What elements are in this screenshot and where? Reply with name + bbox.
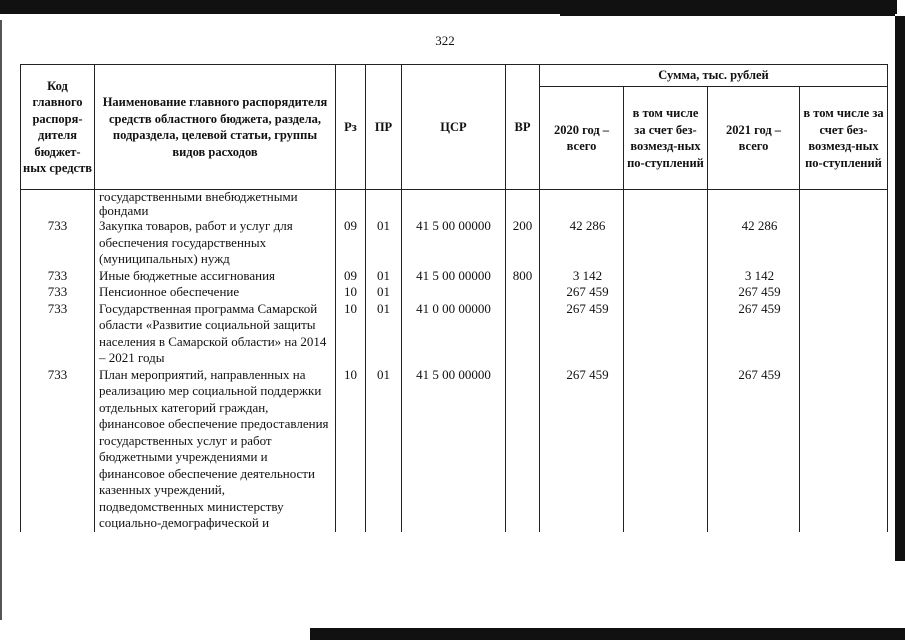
cell-2020-total: 267 459 [540,301,624,367]
cell-name: Закупка товаров, работ и услуг для обеспечения государственных (муниципальных) нужд [95,218,336,268]
cell-2021-gratis [800,367,888,532]
header-2020-total: 2020 год – всего [540,87,624,190]
cell-2021-total: 3 142 [708,268,800,285]
scan-border-right [895,16,905,561]
cell-2020-gratis [624,218,708,268]
cell-code: 733 [21,367,95,532]
cell-2020-gratis [624,367,708,532]
cell-csr [402,284,506,301]
cell-name: Государственная программа Самарской области «Развитие социальной защиты населения в Самарской области» на 2014 – 2021 годы [95,301,336,367]
cell-2021-total: 267 459 [708,367,800,532]
cell-2020-gratis [624,284,708,301]
header-vr: ВР [506,65,540,190]
cell-vr [506,284,540,301]
cell-pr: 01 [366,301,402,367]
cell-code: 733 [21,284,95,301]
header-pr: ПР [366,65,402,190]
header-2021-gratis: в том числе за счет без-возмезд-ных по-ступлений [800,87,888,190]
cell-pr [366,190,402,219]
cell-csr: 41 5 00 00000 [402,367,506,532]
cell-rz: 10 [336,367,366,532]
header-csr: ЦСР [402,65,506,190]
table-row [21,218,888,268]
header-name: Наименование главного распорядителя средств областного бюджета, раздела, подраздела, целевой статьи, группы видов расходов [95,65,336,190]
cell-2020-total [540,190,624,219]
cell-rz: 10 [336,284,366,301]
header-sum: Сумма, тыс. рублей [540,65,888,87]
cell-name: Иные бюджетные ассигнования [95,268,336,285]
cell-pr: 01 [366,367,402,532]
cell-vr [506,190,540,219]
cell-2020-gratis [624,301,708,367]
cell-2020-total: 42 286 [540,218,624,268]
cell-2021-total [708,190,800,219]
cell-2020-gratis [624,190,708,219]
cell-rz [336,190,366,219]
cell-code: 733 [21,268,95,285]
cell-code [21,190,95,219]
table-row [21,284,888,301]
budget-table [20,64,888,532]
cell-pr: 01 [366,218,402,268]
header-code: Код главного распоря-дителя бюджет-ных средств [21,65,95,190]
cell-name: государственными внебюджетными фондами [95,190,336,219]
header-2020-gratis: в том числе за счет без-возмезд-ных по-ступлений [624,87,708,190]
page-number: 322 [435,33,455,48]
cell-pr: 01 [366,268,402,285]
cell-rz: 09 [336,268,366,285]
header-2021-total: 2021 год – всего [708,87,800,190]
cell-2020-total: 3 142 [540,268,624,285]
cell-2020-total: 267 459 [540,367,624,532]
cell-rz: 10 [336,301,366,367]
scan-border-bottom [310,628,905,640]
cell-2021-total: 267 459 [708,301,800,367]
cell-vr [506,301,540,367]
cell-2021-gratis [800,190,888,219]
table-row [21,190,888,219]
cell-rz: 09 [336,218,366,268]
cell-code: 733 [21,218,95,268]
cell-2021-total: 267 459 [708,284,800,301]
scan-border-left [0,20,2,620]
cell-2021-gratis [800,268,888,285]
cell-pr: 01 [366,284,402,301]
cell-2021-total: 42 286 [708,218,800,268]
cell-name: План мероприятий, направленных на реализацию мер социальной поддержки отдельных категорий граждан, финансовое обеспечение предоставления государственных услуг и работ бюджетными учреждениями и финансовое обеспечение деятельности казенных учреждений, подведомственных министерству социально-демографической и [95,367,336,532]
cell-2021-gratis [800,284,888,301]
cell-csr: 41 5 00 00000 [402,218,506,268]
table-row [21,268,888,285]
cell-2021-gratis [800,301,888,367]
cell-2020-total: 267 459 [540,284,624,301]
cell-2020-gratis [624,268,708,285]
table-row [21,301,888,367]
cell-2021-gratis [800,218,888,268]
cell-csr [402,190,506,219]
cell-code: 733 [21,301,95,367]
table-row [21,367,888,532]
cell-vr: 200 [506,218,540,268]
cell-name: Пенсионное обеспечение [95,284,336,301]
cell-vr [506,367,540,532]
cell-vr: 800 [506,268,540,285]
header-rz: Рз [336,65,366,190]
cell-csr: 41 0 00 00000 [402,301,506,367]
cell-csr: 41 5 00 00000 [402,268,506,285]
scan-border-top-tail [560,12,895,16]
